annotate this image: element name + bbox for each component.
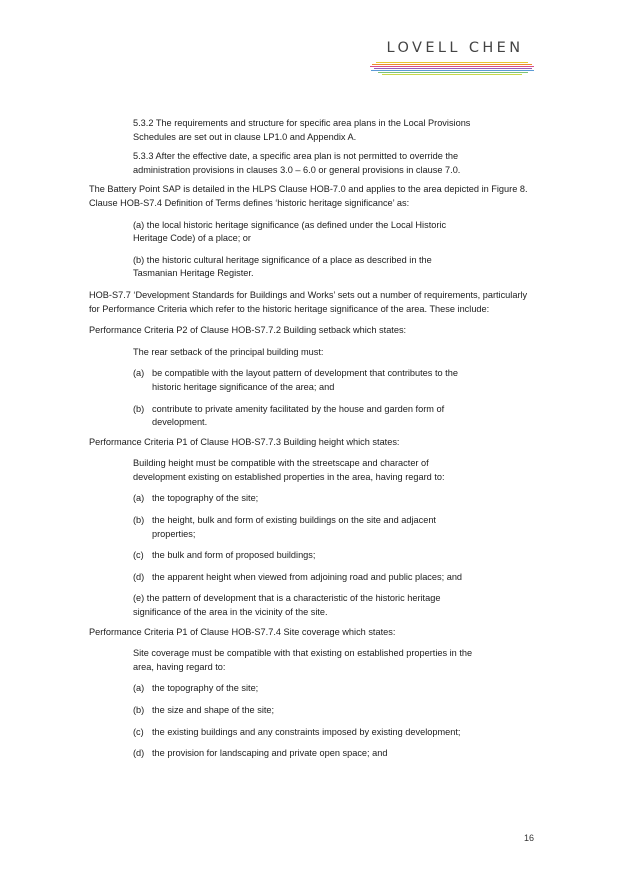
list-item xyxy=(133,682,535,696)
list-item-text: the topography of the site; xyxy=(152,683,259,694)
list-item-text: be compatible with the layout pattern of development that contributes to the historic heritage significance of the area; and xyxy=(152,368,458,392)
paragraph-5-3-2: 5.3.2 The requirements and structure for specific area plans in the Local Provisions Schedules are set out in clause LP1.0 and Appendix A. xyxy=(133,118,471,142)
page-number: 16 xyxy=(523,833,534,843)
setback-intro: The rear setback of the principal building must: xyxy=(133,346,324,357)
height-item-e: (e) the pattern of development that is a characteristic of the historic heritage significance of the area in the vicinity of the site. xyxy=(133,593,441,618)
list-item-text: the provision for landscaping and private open space; and xyxy=(152,748,388,759)
definition-item-b: (b) the historic cultural heritage significance of a place as described in the Tasmanian Heritage Register. xyxy=(133,254,432,279)
list-item-label: (c) xyxy=(133,550,144,561)
list-item-label: (c) xyxy=(133,726,144,737)
paragraph-battery-point-sap: The Battery Point SAP is detailed in the HLPS Clause HOB-7.0 and applies to the area depicted in Figure 8. Clause HOB-S7.4 Definition of Terms defines ‘historic heritage significance’ as: xyxy=(89,184,528,208)
list-item-text: the topography of the site; xyxy=(152,493,259,504)
list-item-label: (a) xyxy=(133,493,145,504)
height-intro: Building height must be compatible with the streetscape and character of development existing on established properties in the area, having regard to: xyxy=(133,458,445,482)
list-item-text: the size and shape of the site; xyxy=(152,705,275,715)
logo-stripe xyxy=(382,74,522,75)
list-item-label: (d) xyxy=(133,571,145,582)
list-item xyxy=(133,403,483,430)
coverage-intro: Site coverage must be compatible with that existing on established properties in the area, having regard to: xyxy=(133,648,473,672)
list-item xyxy=(133,747,535,761)
list-item-text: the height, bulk and form of existing buildings on the site and adjacent properties; xyxy=(152,515,436,539)
list-item-text: the apparent height when viewed from adjoining road and public places; and xyxy=(152,571,463,582)
list-item xyxy=(133,726,535,740)
definition-item-a: (a) the local historic heritage significance (as defined under the Local Historic Heritage Code) of a place; or xyxy=(133,219,447,244)
logo-stripes xyxy=(370,62,534,76)
list-item xyxy=(133,367,483,394)
list-item-text: contribute to private amenity facilitated by the house and garden form of development. xyxy=(152,403,445,428)
paragraph-5-3-3: 5.3.3 After the effective date, a specific area plan is not permitted to override the administration provisions in clauses 3.0 – 6.0 or general provisions in clause 7.0. xyxy=(133,151,461,175)
list-item-text: the bulk and form of proposed buildings; xyxy=(152,550,316,561)
list-item xyxy=(133,549,535,563)
list-item-label: (a) xyxy=(133,368,145,379)
list-item-label: (b) xyxy=(133,403,145,414)
height-heading: Performance Criteria P1 of Clause HOB-S7.7.3 Building height which states: xyxy=(89,436,400,447)
list-item xyxy=(133,704,535,718)
list-item-text: the existing buildings and any constraints imposed by existing development; xyxy=(152,726,461,737)
list-item-label: (b) xyxy=(133,705,145,715)
list-item xyxy=(133,571,535,585)
company-logo xyxy=(370,40,534,76)
list-item-label: (b) xyxy=(133,515,145,526)
paragraph-development-standards: HOB-S7.7 ‘Development Standards for Buildings and Works’ sets out a number of requirements, particularly for Performance Criteria which refer to the historic heritage significance of the area. These include: xyxy=(89,289,528,314)
list-item-label: (a) xyxy=(133,683,145,694)
coverage-heading: Performance Criteria P1 of Clause HOB-S7.7.4 Site coverage which states: xyxy=(89,626,396,637)
setback-heading: Performance Criteria P2 of Clause HOB-S7.7.2 Building setback which states: xyxy=(89,325,407,336)
logo-text: LOVELL CHEN xyxy=(386,40,524,56)
list-item-label: (d) xyxy=(133,748,145,759)
page-body xyxy=(89,117,535,761)
list-item xyxy=(133,514,468,541)
list-item xyxy=(133,492,535,506)
